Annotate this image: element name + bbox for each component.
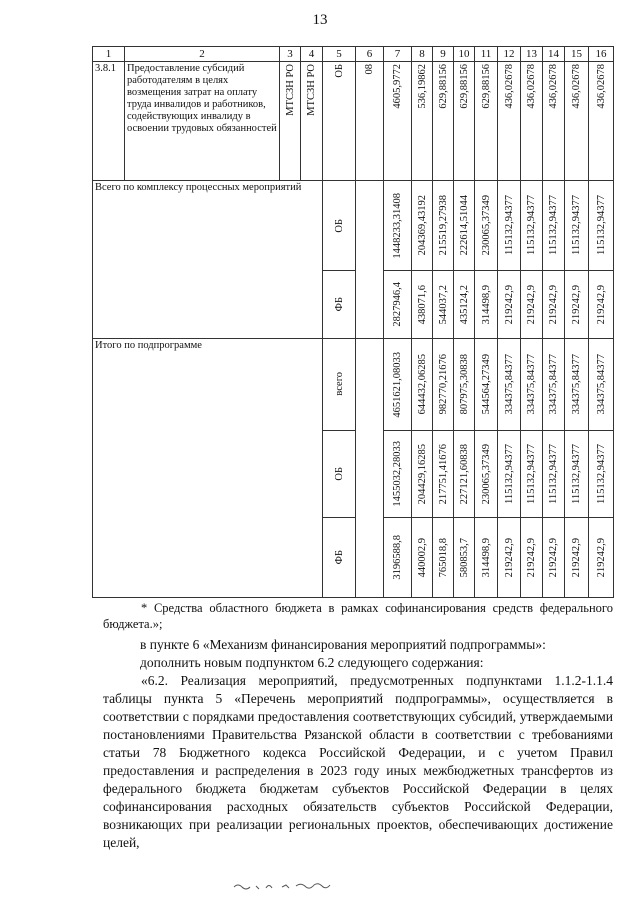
participant-cell: МТСЗН РО <box>306 64 317 116</box>
column-header: 15 <box>565 47 589 62</box>
value-cell: 219242,9 <box>571 284 582 325</box>
value-cell: 436,02678 <box>526 64 537 109</box>
paragraph-add-subpoint: дополнить новым подпунктом 6.2 следующего содержания: <box>140 655 484 670</box>
value-cell: 1448233,31408 <box>392 192 403 259</box>
value-cell: 435124,2 <box>458 284 470 325</box>
value-cell: 217751,41676 <box>437 443 449 504</box>
value-cell: 115132,94377 <box>526 443 537 504</box>
table-row-total-all <box>93 338 614 431</box>
code-cell: 08 <box>364 64 375 75</box>
column-header: 16 <box>589 47 614 62</box>
executor-cell: МТСЗН РО <box>284 64 296 116</box>
value-cell: 436,02678 <box>548 64 559 109</box>
value-cell: 765018,8 <box>437 537 449 577</box>
value-cell: 580853,7 <box>458 537 470 577</box>
table-row-complex-ob <box>93 180 614 270</box>
empty-code-cell <box>356 180 384 338</box>
source-cell: ОБ <box>333 64 345 78</box>
value-cell: 334375,84377 <box>503 354 515 415</box>
value-cell: 204369,43192 <box>416 195 428 256</box>
value-cell: 219242,9 <box>571 537 582 577</box>
value-cell: 629,88156 <box>437 64 449 109</box>
value-cell: 115132,94377 <box>595 443 607 504</box>
value-cell: 629,88156 <box>458 64 470 109</box>
value-cell: 219242,9 <box>526 537 537 577</box>
value-cell: 536,19862 <box>416 64 428 109</box>
value-cell: 544564,27349 <box>480 354 492 415</box>
paragraph-point-6: в пункте 6 «Механизм финансирования мероприятий подпрограммы»: <box>140 637 546 652</box>
value-cell: 219242,9 <box>503 284 515 325</box>
value-cell: 219242,9 <box>595 537 607 577</box>
column-header: 10 <box>454 47 475 62</box>
value-cell: 4605,9772 <box>392 64 403 109</box>
column-header: 5 <box>323 47 356 62</box>
value-cell: 334375,84377 <box>548 354 559 415</box>
value-cell: 115132,94377 <box>548 195 559 256</box>
paragraph-6-2: «6.2. Реализация мероприятий, предусмотренных подпунктами 1.1.2-1.1.4 таблицы пункта 5 «Перечень мероприятий подпрограммы», осуществляется в соответствии с порядками предоставления соответствующих субсидий, утверждаемыми постановлениями Правительства Рязанской области в соответствии с требованиями статьи 78 Бюджетного кодекса Российской Федерации, и с учетом Правил предоставления и распределения в 2023 году иных межбюджетных трансфертов из федерального бюджета бюджетам субъектов Российской Федерации в целях софинансирования расходных обязательств субъектов Российской Федерации, возникающих при реализации региональных проектов, обеспечивающих достижение целей, <box>103 673 613 850</box>
value-cell: 215519,27938 <box>437 195 449 256</box>
value-cell: 436,02678 <box>571 64 582 109</box>
data-table <box>92 46 614 598</box>
value-cell: 314498,9 <box>480 537 492 577</box>
total-label: Итого по подпрограмме <box>93 338 323 597</box>
value-cell: 544037,2 <box>437 284 449 325</box>
complex-label: Всего по комплексу процессных мероприятий <box>93 180 323 338</box>
value-cell: 1455032,28033 <box>392 440 403 507</box>
value-cell: 115132,94377 <box>548 443 559 504</box>
value-cell: 2827946,4 <box>392 282 403 327</box>
value-cell: 436,02678 <box>595 64 607 109</box>
value-cell: 334375,84377 <box>526 354 537 415</box>
value-cell: 807975,30838 <box>458 354 470 415</box>
value-cell: 436,02678 <box>503 64 515 109</box>
column-header: 3 <box>280 47 301 62</box>
column-header: 9 <box>433 47 454 62</box>
value-cell: 629,88156 <box>480 64 492 109</box>
value-cell: 438071,6 <box>416 284 428 325</box>
value-cell: 3196588,8 <box>392 534 403 580</box>
value-cell: 115132,94377 <box>571 443 582 504</box>
value-cell: 219242,9 <box>548 537 559 577</box>
value-cell: 219242,9 <box>548 284 559 325</box>
value-cell: 219242,9 <box>503 537 515 577</box>
table-header-row <box>93 47 614 62</box>
value-cell: 219242,9 <box>595 284 607 325</box>
value-cell: 334375,84377 <box>571 354 582 415</box>
source-cell: всего <box>333 372 345 397</box>
column-header: 2 <box>125 47 280 62</box>
value-cell: 230065,37349 <box>480 195 492 256</box>
source-cell: ФБ <box>333 550 345 565</box>
value-cell: 644432,06285 <box>416 354 428 415</box>
value-cell: 982770,21676 <box>437 354 449 415</box>
column-header: 7 <box>384 47 412 62</box>
value-cell: 115132,94377 <box>526 195 537 256</box>
value-cell: 230065,37349 <box>480 443 492 504</box>
page-number: 13 <box>312 12 328 28</box>
value-cell: 115132,94377 <box>503 195 515 256</box>
column-header: 8 <box>412 47 433 62</box>
value-cell: 440002,9 <box>416 537 428 577</box>
scan-mark <box>232 878 342 894</box>
value-cell: 115132,94377 <box>503 443 515 504</box>
column-header: 12 <box>498 47 521 62</box>
source-cell: ОБ <box>333 218 345 233</box>
value-cell: 222614,51044 <box>458 195 470 256</box>
value-cell: 314498,9 <box>480 284 492 325</box>
value-cell: 115132,94377 <box>595 195 607 256</box>
column-header: 4 <box>301 47 323 62</box>
row-number: 3.8.1 <box>93 62 125 181</box>
column-header: 6 <box>356 47 384 62</box>
value-cell: 334375,84377 <box>595 354 607 415</box>
value-cell: 219242,9 <box>526 284 537 325</box>
source-cell: ОБ <box>333 466 345 481</box>
table-row-3-8-1 <box>93 62 614 181</box>
footnote: * Средства областного бюджета в рамках софинансирования средств федерального бюджета.»; <box>103 601 613 631</box>
column-header: 14 <box>543 47 565 62</box>
measure-name: Предоставление субсидий работодателям в целях возмещения затрат на оплату труда инвалидов и работников, содействующих инвалиду в освоении трудовых обязанностей <box>125 62 280 181</box>
value-cell: 115132,94377 <box>571 195 582 256</box>
source-cell: ФБ <box>333 297 345 312</box>
column-header: 11 <box>475 47 498 62</box>
column-header: 1 <box>93 47 125 62</box>
value-cell: 4651621,08033 <box>392 351 403 418</box>
empty-code-cell <box>356 338 384 597</box>
value-cell: 204429,16285 <box>416 443 428 504</box>
value-cell: 227121,60838 <box>458 443 470 504</box>
column-header: 13 <box>521 47 543 62</box>
